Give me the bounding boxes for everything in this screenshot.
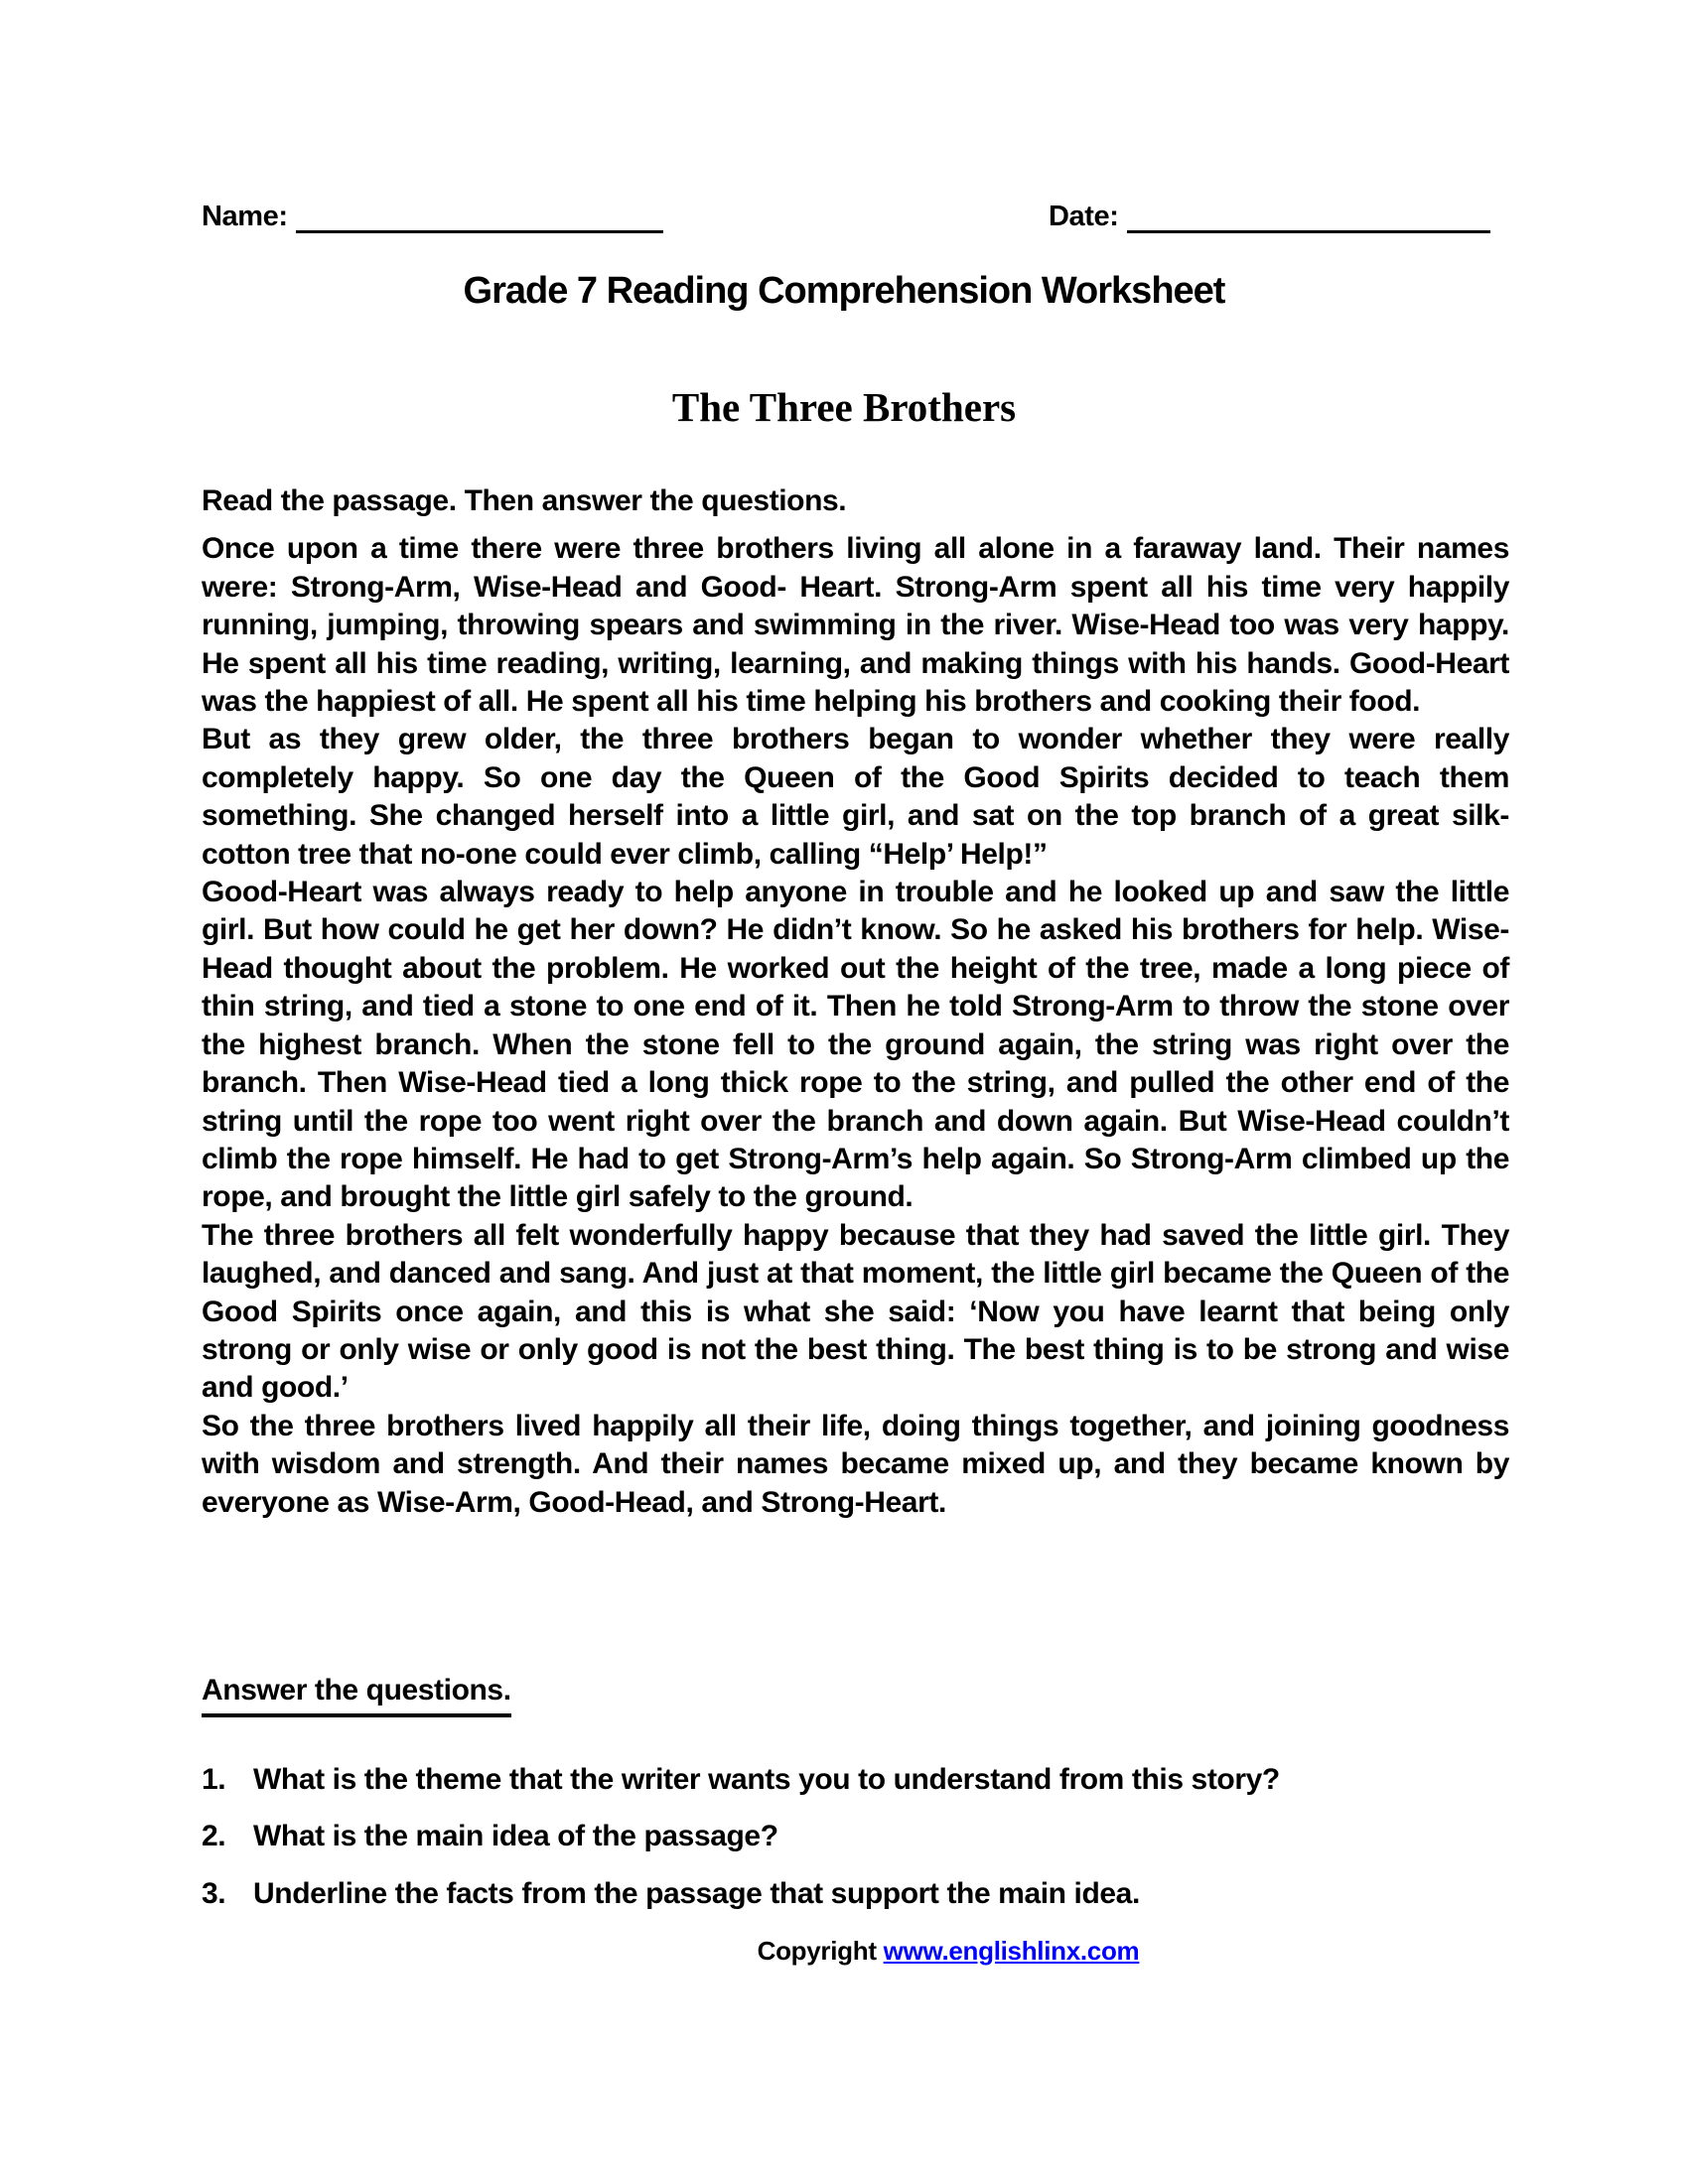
reading-instructions: Read the passage. Then answer the questions. bbox=[202, 484, 847, 517]
worksheet-title: Grade 7 Reading Comprehension Worksheet bbox=[463, 270, 1225, 312]
question-item bbox=[202, 1875, 1509, 1913]
question-number: 2. bbox=[202, 1820, 226, 1853]
story-passage bbox=[202, 530, 1509, 1522]
question-text: Underline the facts from the passage that support the main idea. bbox=[253, 1876, 1140, 1910]
header-row bbox=[0, 199, 1688, 258]
question-item bbox=[202, 1818, 1509, 1855]
name-label: Name: bbox=[202, 201, 288, 232]
passage-paragraph: So the three brothers lived happily all their life, doing things together, and joining goodness with wisdom and strength. And their names became mixed up, and they became known by everyone as Wise-Arm, Good-Head, and Strong-Heart. bbox=[202, 1409, 1509, 1519]
date-blank-line bbox=[1127, 199, 1490, 233]
answer-questions-heading: Answer the questions. bbox=[202, 1674, 511, 1717]
passage-paragraph: The three brothers all felt wonderfully happy because that they had saved the little girl. They laughed, and danced and sang. And just at that moment, the little girl became the Queen of the Good Spirits once again, and this is what she said: ‘Now you have learnt that being only strong or only wise or only good is not the best thing. The best thing is to be strong and wise and good.’ bbox=[202, 1218, 1509, 1405]
passage-paragraph: Once upon a time there were three brothers living all alone in a faraway land. Their names were: Strong-Arm, Wise-Head and Good- Heart. Strong-Arm spent all his time very happily running, jumping, throwing spears and swimming in the river. Wise-Head too was very happy. He spent all his time reading, writing, learning, and making things with his hands. Good-Heart was the happiest of all. He spent all his time helping his brothers and cooking their food. bbox=[202, 532, 1509, 719]
date-label: Date: bbox=[1049, 201, 1119, 232]
questions-list bbox=[202, 1761, 1509, 1932]
copyright-link[interactable]: www.englishlinx.com bbox=[883, 1936, 1140, 1966]
question-number: 1. bbox=[202, 1763, 226, 1796]
date-field bbox=[1049, 199, 1490, 233]
passage-paragraph: But as they grew older, the three brothers began to wonder whether they were really completely happy. So one day the Queen of the Good Spirits decided to teach them something. She changed herself into a little girl, and sat on the top branch of a great silk-cotton tree that no-one could ever climb, calling “Help’ Help!” bbox=[202, 723, 1509, 871]
question-text: What is the theme that the writer wants you to understand from this story? bbox=[253, 1763, 1280, 1796]
copyright-label: Copyright bbox=[757, 1936, 877, 1966]
name-blank-line bbox=[296, 199, 663, 233]
name-field bbox=[202, 199, 663, 233]
passage-paragraph: Good-Heart was always ready to help anyone in trouble and he looked up and saw the little girl. But how could he get her down? He didn’t know. So he asked his brothers for help. Wise-Head thought about the problem. He worked out the height of the tree, made a long piece of thin string, and tied a stone to one end of it. Then he told Strong-Arm to throw the stone over the highest branch. When the stone fell to the ground again, the string was right over the branch. Then Wise-Head tied a long thick rope to the string, and pulled the other end of the string until the rope too went right over the branch and down again. But Wise-Head couldn’t climb the rope himself. He had to get Strong-Arm’s help again. So Strong-Arm climbed up the rope, and brought the little girl safely to the ground. bbox=[202, 876, 1509, 1214]
story-content bbox=[202, 482, 1509, 1522]
question-text: What is the main idea of the passage? bbox=[253, 1820, 778, 1853]
footer bbox=[104, 1936, 1688, 1967]
question-item bbox=[202, 1761, 1509, 1799]
question-number: 3. bbox=[202, 1876, 226, 1910]
story-title: The Three Brothers bbox=[671, 384, 1017, 430]
